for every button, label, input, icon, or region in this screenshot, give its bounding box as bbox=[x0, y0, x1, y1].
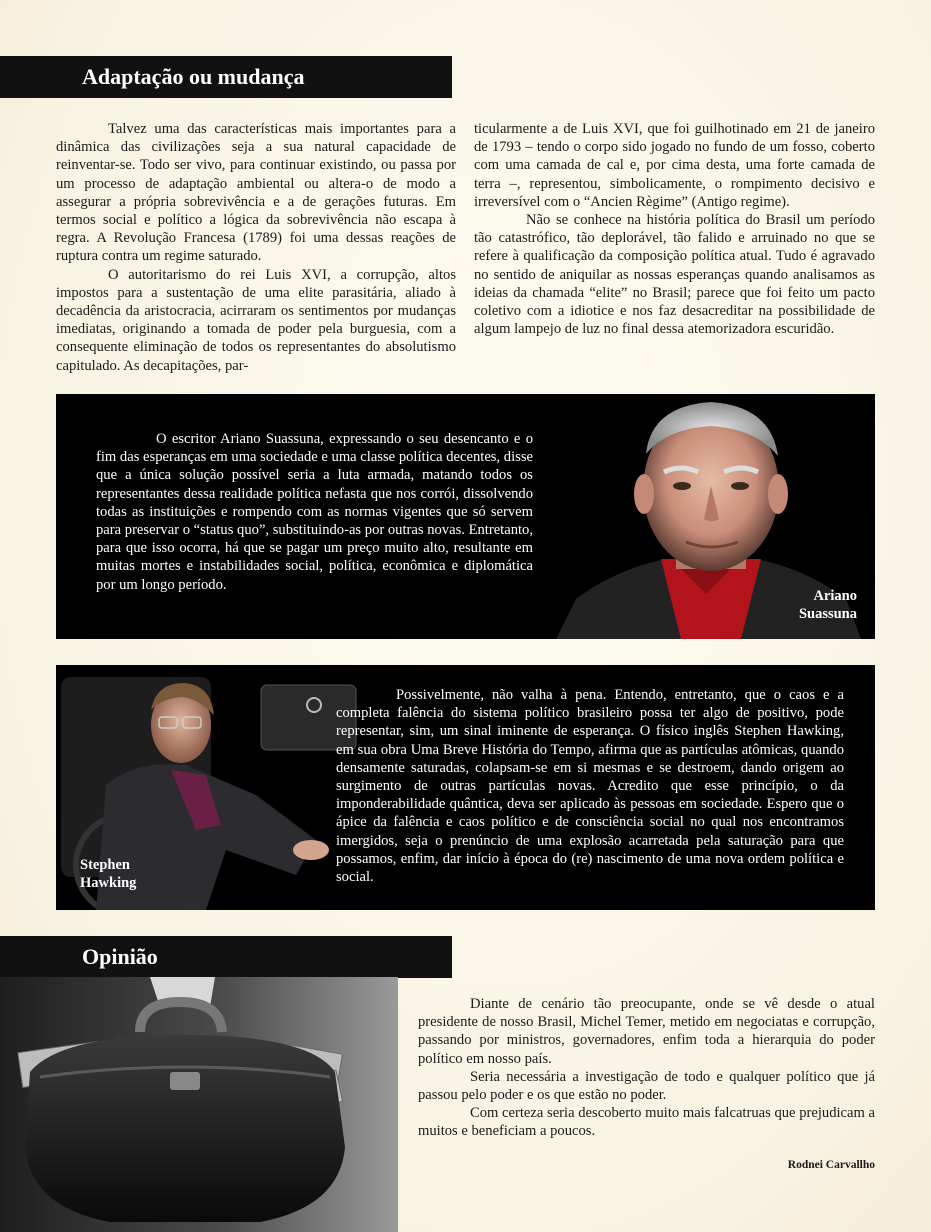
paragraph: Possivelmente, não valha à pena. Entendo, entretanto, que o caos e a completa falência do sistema político brasileiro possa ter algo de positivo, pode representar, sim, um sinal iminente de esperança. O físico inglês Stephen Hawking, em sua obra Uma Breve História do Tempo, afirma que as partículas atômicas, quando densamente saturadas, colapsam-se em si mesmas e se destroem, dando origem ao surgimento de outras partículas novas. Acredito que esse princípio, o da imponderabilidade quântica, deva ser aplicado às pessoas em sociedade. Espero que o ápice da falência e caos político e de consciência social no qual nos encontramos imergidos, seja o prenúncio de uma explosão acarretada pela saturação para que possamos, enfim, dar início à época do (re) nascimento de uma nova ordem política e social. bbox=[336, 687, 844, 886]
section-title: Adaptação ou mudança bbox=[82, 64, 305, 89]
paragraph: Não se conhece na história política do Brasil um período tão catastrófico, tão deplorável, tão falido e arruinado no que se refere à qualificação da composição política atual. Tudo é agravado no sentido de aniquilar as nossas esperanças quando analisamos as ideias da chamada “elite” no Brasil; parece que foi feito um pacto coletivo com a idiotice e nos faz desacreditar na possibilidade de algum lampejo de luz no final dessa atemorizadora escuridão. bbox=[474, 212, 875, 338]
section-header-opinion bbox=[0, 936, 452, 978]
paragraph: ticularmente a de Luis XVI, que foi guilhotinado em 21 de janeiro de 1793 – tendo o corpo sido jogado no fundo de um fosso, coberto com uma camada de cal e, por cima desta, uma forte camada de terra –, representou, simbolicamente, o rompimento decisivo e irreversível com o “Ancien Règime” (Antigo regime). bbox=[474, 121, 875, 210]
caption-line: Stephen bbox=[80, 857, 130, 873]
article-column-2 bbox=[474, 120, 875, 338]
article-column-1 bbox=[56, 120, 456, 375]
ariano-caption bbox=[787, 587, 857, 623]
paragraph: O autoritarismo do rei Luis XVI, a corrupção, altos impostos para a sustentação de uma elite parasitária, aliado à decadência da aristocracia, acirraram os sentimentos por mudanças imediatas, originando a tomada de poder pela burguesia, com a consequente eliminação de todos os representantes do absolutismo capitulado. As decapitações, par- bbox=[56, 266, 456, 374]
caption-line: Hawking bbox=[80, 875, 137, 891]
hawking-panel bbox=[56, 665, 875, 910]
paragraph: Seria necessária a investigação de todo e qualquer político que já passou pelo poder e os que estão no poder. bbox=[418, 1068, 875, 1104]
caption-line: Ariano bbox=[813, 588, 857, 604]
caption-line: Suassuna bbox=[798, 606, 857, 622]
author-signature: Rodnei Carvallho bbox=[787, 1159, 875, 1171]
opinion-text bbox=[418, 995, 875, 1141]
paragraph: O escritor Ariano Suassuna, expressando o seu desencanto e o fim das esperanças em uma sociedade e uma classe política decentes, disse que a única solução possível seria a luta armada, matando todos os representantes dessa realidade política nefasta que nos corrói, dissolvendo todas as instituições e rompendo com as normas vigentes que só servem para preservar o “status quo”, substituindo-as por outras novas. Entretanto, para que isso ocorra, há que se pagar um preço muito alto, resultante em muitas mortes e instabilidades social, política, econômica e diplomática por um longo período. bbox=[96, 431, 533, 593]
paragraph: Talvez uma das características mais importantes para a dinâmica das civilizações seja a sua natural capacidade de reinventar-se. Todo ser vivo, para continuar existindo, ou passa por um processo de adaptação ambiental ou altera-o de modo a assegurar a própria sobrevivência e a de gerações futuras. Em termos social e político a lógica da sobrevivência não escapa à regra. A Revolução Francesa (1789) foi uma dessas reações de ruptura contra um regime saturado. bbox=[56, 121, 456, 265]
paragraph: Com certeza seria descoberto muito mais falcatruas que prejudicam a muitos e beneficiam a poucos. bbox=[418, 1105, 875, 1140]
section-header-adaptation bbox=[0, 56, 452, 98]
paragraph: Diante de cenário tão preocupante, onde se vê desde o atual presidente de nosso Brasil, Michel Temer, metido em negociatas e corrupção, passando por ministros, governadores, enfim toda a hierarquia do poder político em nosso país. bbox=[418, 996, 875, 1067]
section-title: Opinião bbox=[82, 944, 158, 969]
briefcase-money-photo bbox=[0, 977, 398, 1232]
ariano-quote bbox=[96, 430, 533, 594]
hawking-caption bbox=[80, 856, 136, 892]
hawking-quote bbox=[336, 686, 844, 886]
ariano-panel bbox=[56, 394, 875, 639]
